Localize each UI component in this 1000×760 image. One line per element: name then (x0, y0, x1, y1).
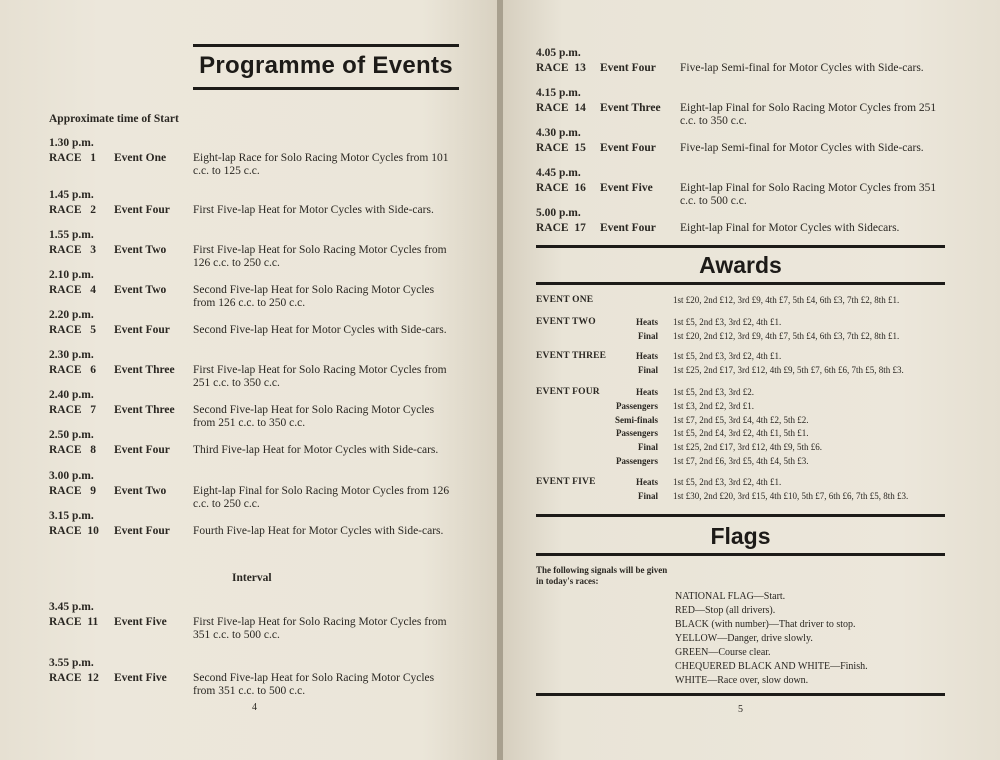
race-event: Event Two (114, 284, 167, 296)
award-event: EVENT FIVE (536, 477, 596, 487)
race-number: RACE 1 (49, 152, 96, 164)
race-description: Eight-lap Final for Solo Racing Motor Cycles from 251 c.c. to 350 c.c. (680, 102, 937, 127)
race-number: RACE 10 (49, 525, 99, 537)
race-description: Eight-lap Final for Motor Cycles with Sidecars. (680, 222, 900, 234)
award-event: EVENT FOUR (536, 387, 600, 397)
award-category: Passengers (616, 400, 658, 411)
race-number: RACE 8 (49, 444, 96, 456)
race-number: RACE 11 (49, 616, 99, 628)
race-time: 1.55 p.m. (49, 229, 94, 241)
race-time: 3.00 p.m. (49, 470, 94, 482)
race-time: 1.45 p.m. (49, 189, 94, 201)
award-category: Final (637, 330, 658, 341)
award-prizes: 1st £25, 2nd £17, 3rd £12, 4th £9, 5th £7, 6th £6, 7th £5, 8th £3. (673, 364, 904, 375)
award-category: Final (637, 364, 658, 375)
award-category: Heats (636, 351, 658, 361)
award-category: Heats (636, 477, 658, 487)
race-event: Event Four (114, 444, 170, 456)
race-description: Five-lap Semi-final for Motor Cycles with Side-cars. (680, 62, 924, 74)
race-event: Event Five (114, 616, 167, 628)
race-time: 1.30 p.m. (49, 137, 94, 149)
race-description: Five-lap Semi-final for Motor Cycles with Side-cars. (680, 142, 924, 154)
award-category: Semi-finals (614, 414, 658, 425)
race-event: Event Four (114, 525, 170, 537)
race-description: First Five-lap Heat for Solo Racing Motor Cycles from 126 c.c. to 250 c.c. (193, 244, 447, 269)
award-category: Passengers (616, 456, 658, 466)
race-number: RACE 15 (536, 142, 586, 154)
race-time: 4.45 p.m. (536, 167, 581, 179)
flag-meaning: —Danger, drive slowly. (717, 633, 813, 644)
flags-top-rule (536, 514, 945, 517)
award-category: Heats (636, 387, 658, 397)
start-time-caption: Approximate time of Start (49, 113, 179, 125)
race-number: RACE 3 (49, 244, 96, 256)
race-event: Event Two (114, 485, 167, 497)
race-number: RACE 16 (536, 182, 586, 194)
awards-title: Awards (699, 252, 782, 278)
race-description: Eight-lap Final for Solo Racing Motor Cycles from 351 c.c. to 500 c.c. (680, 182, 937, 207)
race-time: 2.40 p.m. (49, 389, 94, 401)
race-time: 2.50 p.m. (49, 429, 94, 441)
award-category: Passengers (616, 428, 658, 439)
race-description: Third Five-lap Heat for Motor Cycles with Side-cars. (193, 444, 439, 456)
race-number: RACE 12 (49, 672, 99, 684)
race-number: RACE 7 (49, 404, 96, 416)
flag-meaning: —Finish. (830, 661, 868, 672)
race-number: RACE 14 (536, 102, 586, 114)
race-number: RACE 13 (536, 62, 586, 74)
flag-name: WHITE (675, 675, 708, 686)
race-event: Event Four (600, 142, 656, 154)
flag-name: GREEN (675, 647, 709, 658)
award-event: EVENT TWO (536, 317, 596, 327)
flag-signal (675, 675, 808, 686)
programme-title: Programme of Events (199, 52, 453, 79)
page-number-right: 5 (738, 704, 743, 715)
race-event: Event Three (114, 364, 175, 376)
flag-meaning: (with number)—That driver to stop. (708, 619, 856, 630)
race-description: First Five-lap Heat for Solo Racing Motor Cycles from 351 c.c. to 500 c.c. (193, 616, 447, 641)
awards-top-rule (536, 245, 945, 248)
race-time: 2.20 p.m. (49, 309, 94, 321)
race-description: Eight-lap Final for Solo Racing Motor Cycles from 126 c.c. to 250 c.c. (193, 485, 450, 510)
flag-meaning: —Stop (all drivers). (695, 605, 776, 616)
flag-signal (675, 591, 785, 602)
race-event: Event Three (114, 404, 175, 416)
race-event: Event Four (600, 62, 656, 74)
race-number: RACE 17 (536, 222, 586, 234)
flags-end-rule (536, 693, 945, 696)
race-time: 2.10 p.m. (49, 269, 94, 281)
flag-name: CHEQUERED BLACK AND WHITE (675, 661, 831, 672)
award-event: EVENT THREE (536, 351, 607, 361)
race-description: Second Five-lap Heat for Solo Racing Motor Cycles from 351 c.c. to 500 c.c. (193, 672, 435, 697)
flag-meaning: —Race over, slow down. (707, 675, 809, 686)
award-prizes: 1st £5, 2nd £3, 3rd £2, 4th £1. (673, 351, 782, 361)
flags-title: Flags (710, 523, 771, 549)
flags-bottom-rule (536, 553, 945, 556)
title-top-rule (193, 44, 459, 47)
race-description: Second Five-lap Heat for Motor Cycles with Side-cars. (193, 324, 447, 336)
award-prizes: 1st £5, 2nd £4, 3rd £2, 4th £1, 5th £1. (673, 428, 809, 439)
flag-signal (675, 619, 856, 630)
award-category: Final (637, 442, 658, 453)
race-event: Event Three (600, 102, 661, 114)
race-time: 3.45 p.m. (49, 601, 94, 613)
award-prizes: 1st £3, 2nd £2, 3rd £1. (673, 400, 754, 411)
race-description: Second Five-lap Heat for Solo Racing Motor Cycles from 251 c.c. to 350 c.c. (193, 404, 435, 429)
flag-name: NATIONAL FLAG (675, 591, 754, 602)
race-description: First Five-lap Heat for Motor Cycles with Side-cars. (193, 204, 434, 216)
award-category: Heats (636, 317, 658, 327)
race-event: Event Four (600, 222, 656, 234)
award-prizes: 1st £30, 2nd £20, 3rd £15, 4th £10, 5th £7, 6th £6, 7th £5, 8th £3. (673, 490, 909, 501)
page-number-left: 4 (252, 702, 257, 713)
race-number: RACE 6 (49, 364, 96, 376)
award-prizes: 1st £5, 2nd £3, 3rd £2. (673, 387, 754, 397)
race-time: 4.30 p.m. (536, 127, 581, 139)
flags-intro: The following signals will be given in today's races: (536, 565, 668, 586)
race-event: Event Two (114, 244, 167, 256)
awards-bottom-rule (536, 282, 945, 285)
award-category: Final (637, 490, 658, 501)
race-event: Event One (114, 152, 167, 164)
race-number: RACE 4 (49, 284, 96, 296)
award-event: EVENT ONE (536, 295, 594, 305)
race-time: 4.15 p.m. (536, 87, 581, 99)
flag-signal (675, 661, 868, 672)
race-time: 4.05 p.m. (536, 47, 581, 59)
award-prizes: 1st £7, 2nd £6, 3rd £5, 4th £4, 5th £3. (673, 456, 809, 466)
race-event: Event Five (114, 672, 167, 684)
flag-name: YELLOW (675, 633, 718, 644)
award-prizes: 1st £20, 2nd £12, 3rd £9, 4th £7, 5th £4, 6th £3, 7th £2, 8th £1. (673, 295, 900, 305)
award-prizes: 1st £5, 2nd £3, 3rd £2, 4th £1. (673, 317, 782, 327)
flag-signal (675, 647, 771, 658)
race-event: Event Four (114, 204, 170, 216)
flag-name: BLACK (675, 619, 709, 630)
race-number: RACE 5 (49, 324, 96, 336)
race-event: Event Five (600, 182, 653, 194)
race-event: Event Four (114, 324, 170, 336)
flag-meaning: —Course clear. (708, 647, 771, 658)
flag-meaning: —Start. (753, 591, 786, 602)
race-time: 5.00 p.m. (536, 207, 581, 219)
flag-signal (675, 605, 775, 616)
award-prizes: 1st £25, 2nd £17, 3rd £12, 4th £9, 5th £6. (673, 442, 823, 453)
title-bottom-rule (193, 87, 459, 90)
race-number: RACE 2 (49, 204, 96, 216)
flag-signal (675, 633, 813, 644)
award-prizes: 1st £5, 2nd £3, 3rd £2, 4th £1. (673, 477, 782, 487)
race-description: Fourth Five-lap Heat for Motor Cycles with Side-cars. (193, 525, 444, 537)
interval-label: Interval (232, 572, 272, 584)
award-prizes: 1st £7, 2nd £5, 3rd £4, 4th £2, 5th £2. (673, 414, 809, 425)
race-description: Eight-lap Race for Solo Racing Motor Cycles from 101 c.c. to 125 c.c. (193, 152, 449, 177)
race-description: Second Five-lap Heat for Solo Racing Motor Cycles from 126 c.c. to 250 c.c. (193, 284, 435, 309)
race-number: RACE 9 (49, 485, 96, 497)
race-time: 2.30 p.m. (49, 349, 94, 361)
flag-name: RED (675, 605, 695, 616)
race-description: First Five-lap Heat for Solo Racing Motor Cycles from 251 c.c. to 350 c.c. (193, 364, 447, 389)
race-time: 3.55 p.m. (49, 657, 94, 669)
award-prizes: 1st £20, 2nd £12, 3rd £9, 4th £7, 5th £4, 6th £3, 7th £2, 8th £1. (673, 330, 900, 341)
race-time: 3.15 p.m. (49, 510, 94, 522)
